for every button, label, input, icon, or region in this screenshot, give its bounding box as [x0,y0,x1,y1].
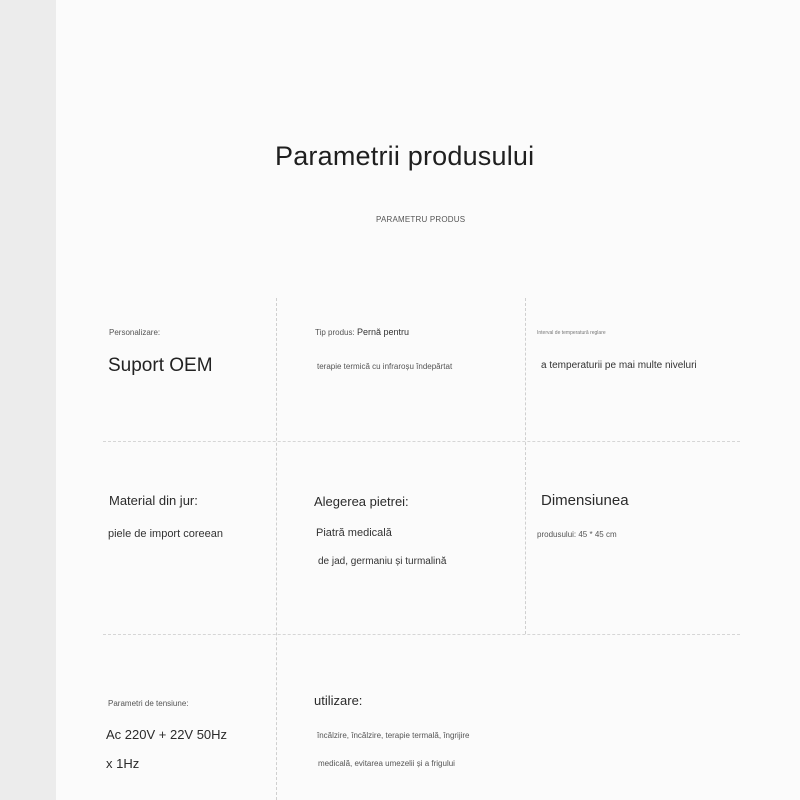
dimension-value: produsului: 45 * 45 cm [537,530,617,539]
product-type-prefix: Tip produs: [315,328,355,337]
grid-divider-vertical-2 [525,298,526,634]
stone-choice-value-line2: de jad, germaniu și turmalină [318,556,447,567]
customization-value: Suport OEM [108,355,213,376]
product-type-name: Pernă pentru [356,327,410,337]
product-type-label [315,327,409,337]
temperature-interval-value: a temperaturii pe mai multe niveluri [541,360,697,371]
product-parameters-page [56,0,800,800]
page-title-text: Parametrii produsului [275,141,535,171]
stone-choice-value-line1: Piatră medicală [316,527,392,539]
surrounding-material-label: Material din jur: [109,493,198,508]
surrounding-material-value: piele de import coreean [108,528,223,540]
usage-value-line2: medicală, evitarea umezelii și a frigului [318,759,455,768]
stone-choice-label: Alegerea pietrei: [314,494,409,509]
customization-label: Personalizare: [109,328,161,337]
grid-divider-vertical-1 [276,298,277,800]
usage-value-line1: încălzire, încălzire, terapie termală, îngrijire [317,731,470,740]
product-type-value: terapie termică cu infraroșu îndepărtat [317,362,453,371]
dimension-label: Dimensiunea [541,492,629,509]
grid-divider-horizontal-1 [103,441,740,442]
temperature-interval-label: Interval de temperatură reglare [537,330,606,336]
voltage-value-line1: Ac 220V + 22V 50Hz [106,727,228,742]
voltage-value-line2: x 1Hz [106,756,140,771]
voltage-label: Parametri de tensiune: [108,699,189,708]
usage-label: utilizare: [314,693,363,708]
grid-divider-horizontal-2 [103,634,740,635]
page-subtitle: PARAMETRU PRODUS [376,215,466,224]
